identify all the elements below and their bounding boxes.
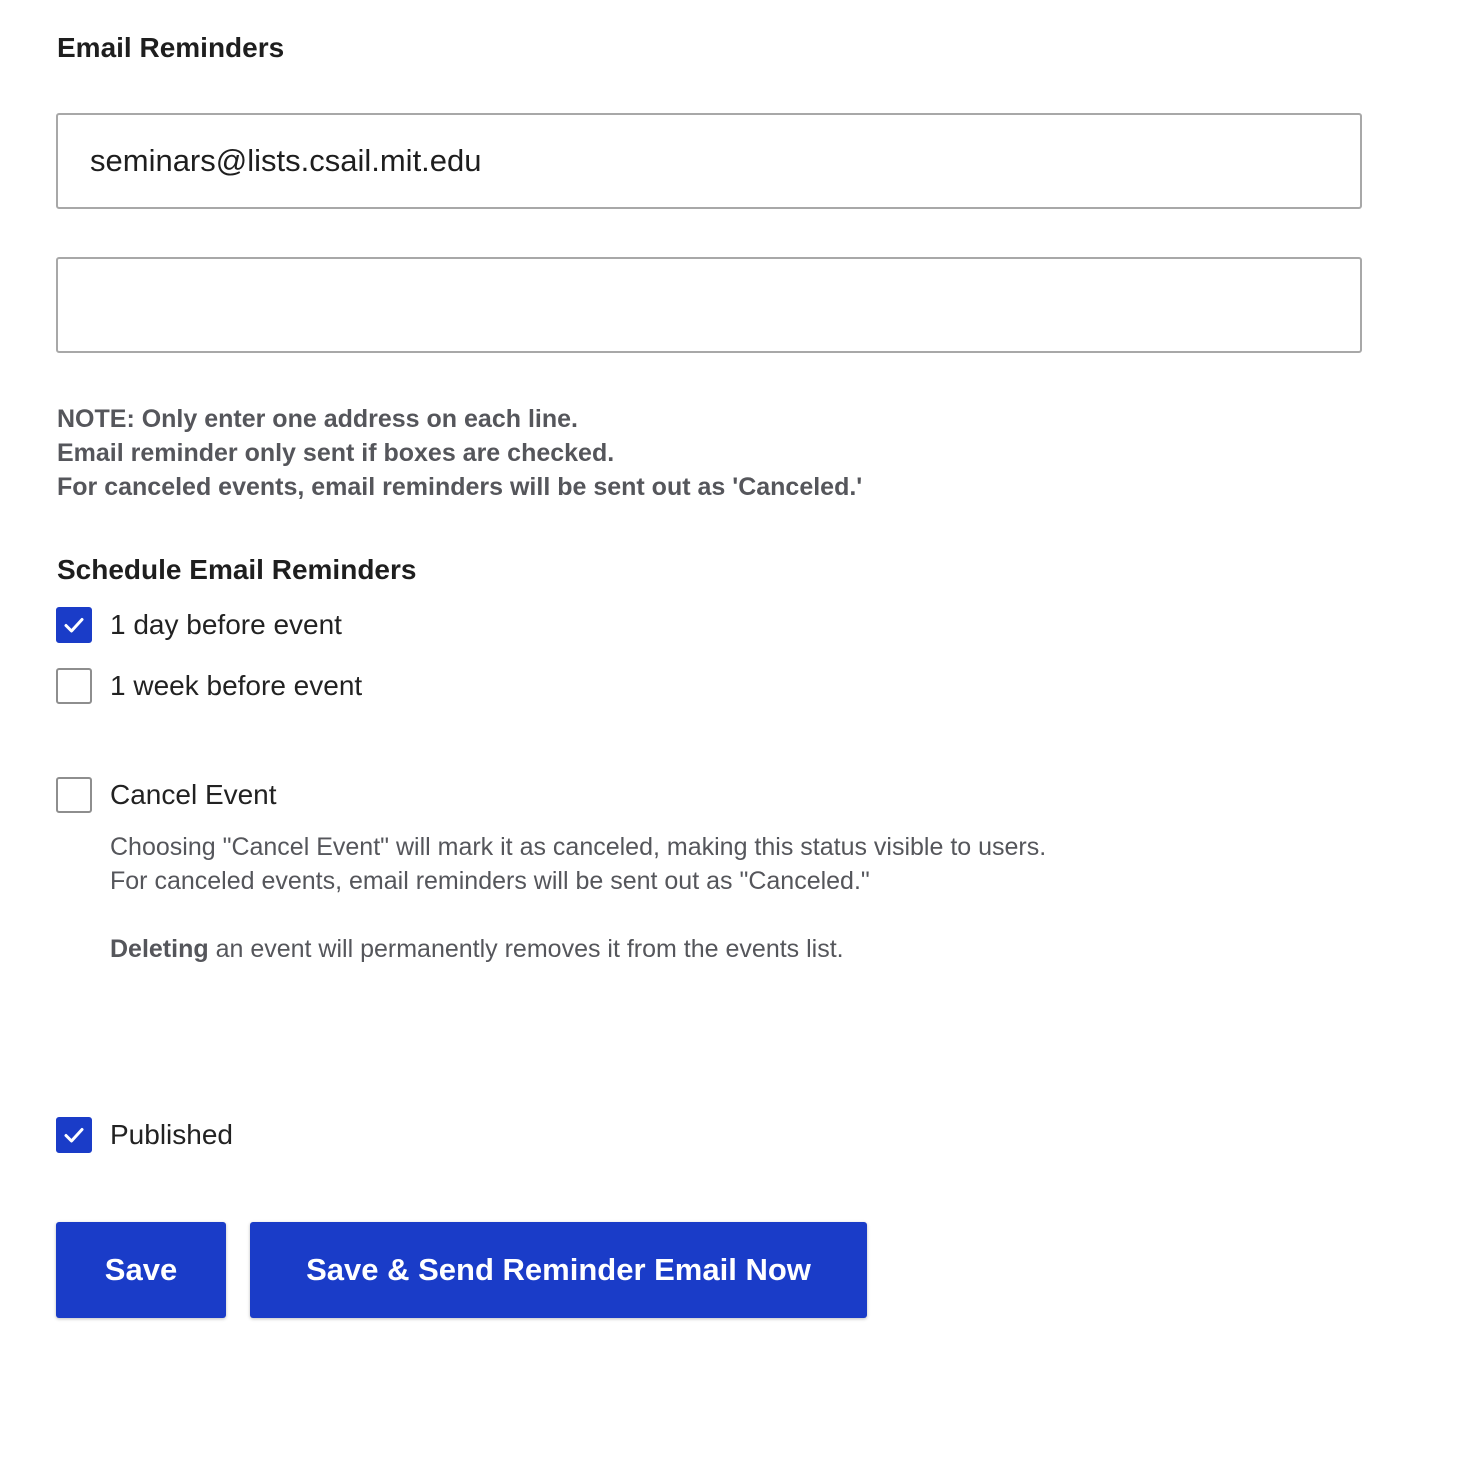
check-icon — [62, 1123, 86, 1147]
note-line-1: NOTE: Only enter one address on each line. — [57, 405, 578, 433]
save-and-send-reminder-button[interactable]: Save & Send Reminder Email Now — [250, 1222, 867, 1318]
cancel-event-checkbox[interactable] — [56, 777, 92, 813]
cancel-event-label: Cancel Event — [110, 779, 277, 810]
delete-desc — [110, 932, 1046, 966]
reminder-1-day-checkbox[interactable] — [56, 607, 92, 643]
cancel-desc-line-2: For canceled events, email reminders will be sent out as "Canceled." — [110, 867, 870, 895]
save-button[interactable]: Save — [56, 1222, 226, 1318]
cancel-event-option[interactable] — [56, 777, 277, 813]
check-icon — [62, 613, 86, 637]
schedule-reminders-title: Schedule Email Reminders — [57, 554, 417, 585]
note-line-3: For canceled events, email reminders will be sent out as 'Canceled.' — [57, 473, 863, 501]
email-address-input-1[interactable] — [56, 113, 1362, 209]
reminder-1-week-option[interactable] — [56, 668, 362, 704]
published-checkbox[interactable] — [56, 1117, 92, 1153]
delete-desc-rest: an event will permanently removes it from the events list. — [208, 935, 844, 963]
email-address-input-2[interactable] — [56, 257, 1362, 353]
published-label: Published — [110, 1119, 233, 1150]
email-note — [57, 402, 862, 504]
cancel-desc-line-1: Choosing "Cancel Event" will mark it as canceled, making this status visible to users. — [110, 833, 1047, 861]
cancel-event-description — [110, 830, 1046, 966]
published-option[interactable] — [56, 1117, 233, 1153]
email-reminders-title: Email Reminders — [57, 32, 285, 63]
reminder-1-week-checkbox[interactable] — [56, 668, 92, 704]
reminder-1-week-label: 1 week before event — [110, 670, 363, 701]
note-line-2: Email reminder only sent if boxes are checked. — [57, 439, 615, 467]
reminder-1-day-label: 1 day before event — [110, 609, 342, 640]
reminder-1-day-option[interactable] — [56, 607, 342, 643]
delete-desc-bold: Deleting — [110, 935, 209, 963]
